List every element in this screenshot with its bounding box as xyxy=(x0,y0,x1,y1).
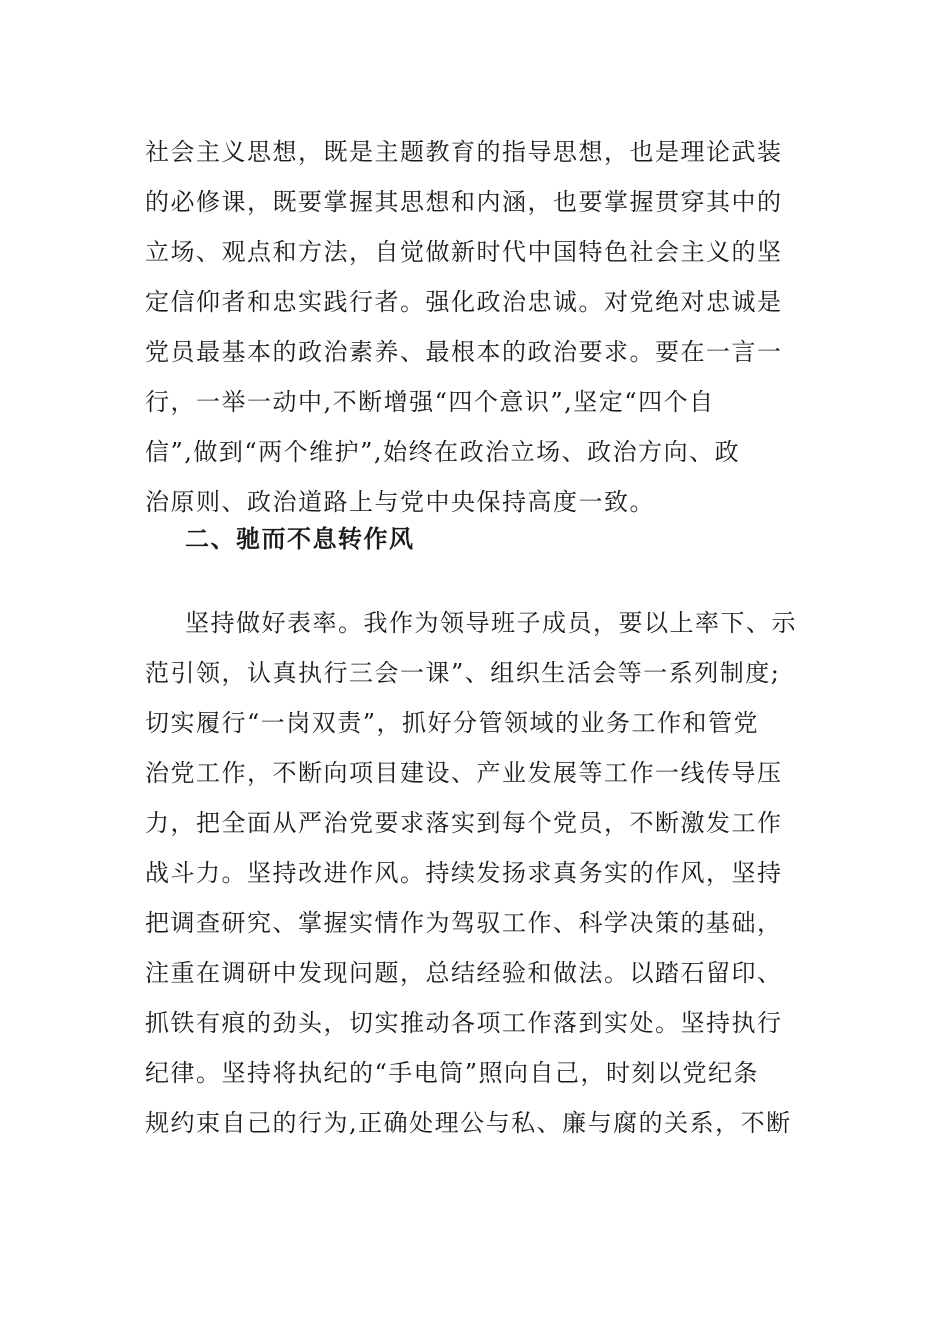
paragraph-line: 党员最基本的政治素养、最根本的政治要求。要在一言一 xyxy=(145,338,783,366)
paragraph-line: 定信仰者和忠实践行者。强化政治忠诚。对党绝对忠诚是 xyxy=(145,288,783,316)
paragraph-line: 坚持做好表率。我作为领导班子成员，要以上率下、示 xyxy=(185,609,797,637)
paragraph-line: 规约束自己的行为,正确处理公与私、廉与腐的关系，不断 xyxy=(145,1109,792,1137)
paragraph-line: 纪律。坚持将执纪的“手电筒”照向自己，时刻以党纪条 xyxy=(145,1059,760,1087)
paragraph-line: 信”,做到“两个维护”,始终在政治立场、政治方向、政 xyxy=(145,438,741,466)
paragraph-line: 力，把全面从严治党要求落实到每个党员，不断激发工作 xyxy=(145,809,783,837)
paragraph-line: 的必修课，既要掌握其思想和内涵，也要掌握贯穿其中的 xyxy=(145,188,783,216)
paragraph-line: 抓铁有痕的劲头，切实推动各项工作落到实处。坚持执行 xyxy=(145,1009,783,1037)
paragraph-line: 治党工作，不断向项目建设、产业发展等工作一线传导压 xyxy=(145,759,783,787)
paragraph-line: 把调查研究、掌握实情作为驾驭工作、科学决策的基础， xyxy=(145,909,783,937)
paragraph-line: 切实履行“一岗双责”，抓好分管领域的业务工作和管党 xyxy=(145,709,760,737)
paragraph-line: 治原则、政治道路上与党中央保持高度一致。 xyxy=(145,488,655,516)
paragraph-line: 立场、观点和方法，自觉做新时代中国特色社会主义的坚 xyxy=(145,238,783,266)
section-1-paragraph xyxy=(145,127,805,527)
paragraph-line: 社会主义思想，既是主题教育的指导思想，也是理论武装 xyxy=(145,138,783,166)
paragraph-line: 战斗力。坚持改进作风。持续发扬求真务实的作风，坚持 xyxy=(145,859,783,887)
section-2-heading: 二、驰而不息转作风 xyxy=(185,525,415,553)
paragraph-line: 范引领，认真执行三会一课”、组织生活会等一系列制度; xyxy=(145,659,781,687)
section-2-paragraph xyxy=(145,598,805,1148)
paragraph-line: 注重在调研中发现问题，总结经验和做法。以踏石留印、 xyxy=(145,959,783,987)
paragraph-line: 行，一举一动中,不断增强“四个意识”,坚定“四个自 xyxy=(145,388,715,416)
